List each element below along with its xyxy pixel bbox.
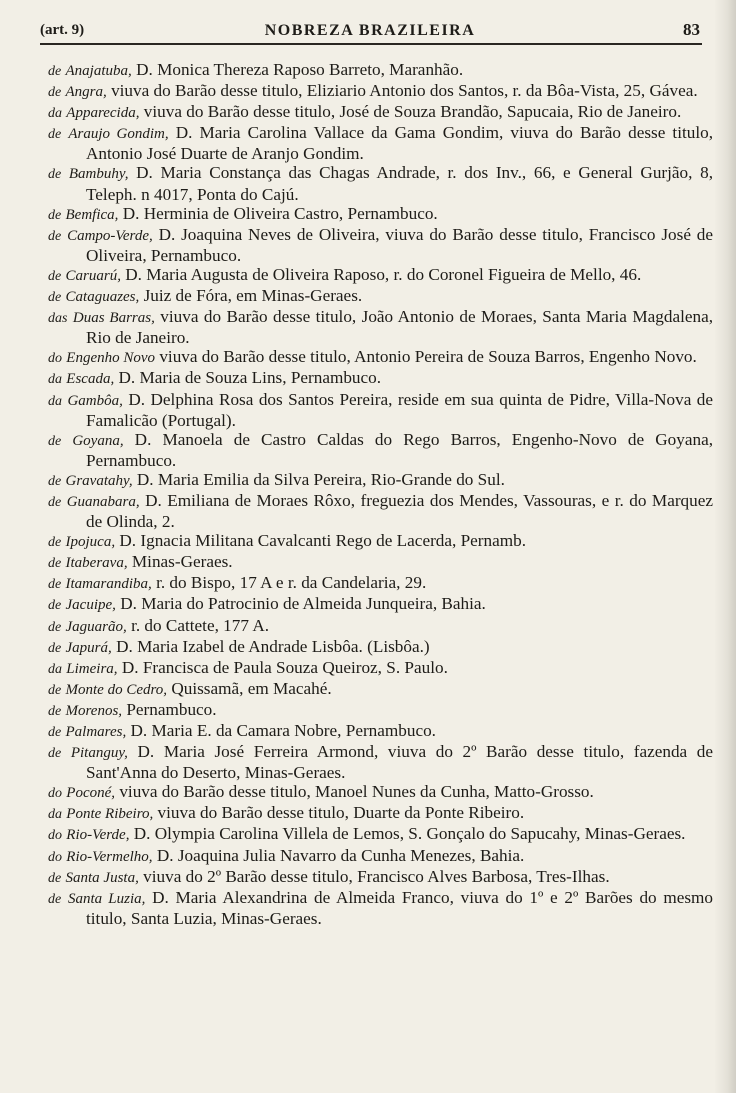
header-rule [40,43,702,45]
entry-preposition: da [48,661,62,677]
entry-text: D. Maria Constança das Chagas Andrade, r. dos Inv., 66, e General Gurjão, 8, Teleph. n 4017, Ponta do Cajú. [86,163,713,204]
entry-text: Minas-Geraes. [127,552,233,572]
entry-preposition: de [48,870,62,886]
list-item [48,616,713,637]
entry-title: Cataguazes, [65,289,140,306]
entry-title: Poconé, [66,785,116,802]
entry-list [48,60,713,928]
entry-text: Juiz de Fóra, em Minas-Geraes. [139,286,363,306]
entry-text: D. Monica Thereza Raposo Barreto, Maranhão. [131,60,464,79]
article-reference: (art. 9) [40,22,85,38]
list-item [48,491,713,531]
entry-text: viuva do Barão desse titulo, Manoel Nunes da Cunha, Matto-Grosso. [115,782,594,802]
entry-text: D. Maria Carolina Vallace da Gama Gondim, viuva do Barão desse titulo, Antonio José Duarte de Aranjo Gondim. [86,123,714,164]
entry-text: D. Herminia de Oliveira Castro, Pernambuco. [118,203,438,223]
book-title: NOBREZA BRAZILEIRA [264,22,476,39]
entry-text: viuva do Barão desse titulo, Duarte da Ponte Ribeiro. [153,803,525,823]
entry-title: Palmares, [65,724,127,740]
entry-preposition: de [48,598,62,614]
entry-preposition: de [48,703,62,719]
list-item [48,163,713,203]
entry-preposition: de [48,640,62,656]
entry-preposition: do [48,351,62,367]
entry-title: Anajatuba, [65,63,132,79]
entry-title: Engenho Novo [66,350,156,367]
entry-title: Monte do Cedro, [65,681,168,698]
entry-title: Angra, [65,84,107,101]
list-item [48,102,713,123]
entry-text: viuva do Barão desse titulo, José de Souza Brandão, Sapucaia, Rio de Janeiro. [139,102,682,122]
list-item [48,594,713,615]
entry-text: D. Maria José Ferreira Armond, viuva do 2º Barão desse titulo, fazenda de Sant'Anna do Deserto, Minas-Geraes. [86,742,713,783]
entry-text: D. Maria Izabel de Andrade Lisbôa. (Lisbôa.) [111,636,430,656]
list-item [48,265,713,286]
entry-preposition: de [48,290,62,306]
list-item [48,552,713,573]
list-item [48,60,713,81]
list-item [48,573,713,594]
entry-preposition: de [48,891,62,907]
entry-title: Rio-Vermelho, [66,848,153,865]
list-item [48,803,713,824]
list-item [48,390,713,430]
entry-preposition: de [48,746,62,762]
entry-text: D. Joaquina Julia Navarro da Cunha Menezes, Bahia. [152,845,525,865]
entry-title: Rio-Verde, [66,827,130,844]
entry-text: D. Ignacia Militana Cavalcanti Rego de Lacerda, Pernamb. [115,531,526,551]
entry-text: D. Delphina Rosa dos Santos Pereira, reside em sua quinta de Pidre, Villa-Nova de Famalicão (Portugal). [86,389,714,430]
entry-text: D. Maria Emilia da Silva Pereira, Rio-Grande do Sul. [132,469,505,489]
entry-preposition: do [48,849,62,865]
entry-title: Goyana, [72,432,124,449]
entry-text: Quissamã, em Macahé. [167,678,332,698]
list-item [48,368,713,389]
entry-title: Ipojuca, [65,534,116,551]
list-item [48,347,713,368]
entry-title: Itamarandiba, [65,576,152,593]
entry-text: D. Joaquina Neves de Oliveira, viuva do Barão desse titulo, Francisco José de Oliveira, Pernambuco. [86,224,714,265]
entry-title: Bemfica, [65,206,119,223]
entry-preposition: da [48,393,62,409]
list-item [48,888,713,928]
entry-text: viuva do Barão desse titulo, Antonio Pereira de Souza Barros, Engenho Novo. [155,347,697,367]
entry-text: D. Maria E. da Camara Nobre, Pernambuco. [126,721,436,740]
entry-preposition: de [48,556,62,572]
entry-title: Itaberava, [65,555,128,572]
entry-text: D. Emiliana de Moraes Rôxo, freguezia dos Mendes, Vassouras, e r. do Marquez de Olinda, 2. [86,490,714,532]
entry-text: viuva do Barão desse titulo, João Antonio de Moraes, Santa Maria Magdalena, Rio de Janeiro. [86,307,714,348]
list-item [48,867,713,888]
entry-preposition: de [48,494,62,510]
entry-title: Santa Luzia, [67,890,146,907]
list-item [48,204,713,225]
entry-preposition: das [48,311,68,327]
entry-text: viuva do Barão desse titulo, Eliziario Antonio dos Santos, r. da Bôa-Vista, 25, Gávea. [106,81,698,101]
list-item [48,742,713,782]
running-header [40,20,700,44]
list-item [48,81,713,102]
entry-text: Pernambuco. [122,699,217,719]
entry-title: Limeira, [66,660,118,677]
entry-preposition: de [48,127,62,143]
entry-text: D. Maria de Souza Lins, Pernambuco. [114,368,382,388]
entry-preposition: de [48,268,62,284]
list-item [48,846,713,867]
entry-title: Guanabara, [66,493,140,510]
entry-preposition: de [48,228,62,244]
list-item [48,721,713,742]
list-item [48,286,713,307]
entry-preposition: de [48,577,62,593]
entry-title: Gravatahy, [65,472,133,489]
entry-title: Campo-Verde, [67,227,153,244]
entry-text: D. Maria do Patrocinio de Almeida Junqueira, Bahia. [115,594,486,614]
list-item [48,679,713,700]
list-item [48,123,713,163]
entry-title: Duas Barras, [72,310,155,327]
entry-title: Ponte Ribeiro, [66,806,154,823]
entry-title: Escada, [66,371,115,388]
entry-preposition: de [48,682,62,698]
list-item [48,637,713,658]
page-number: 83 [683,20,700,39]
list-item [48,430,713,470]
entry-preposition: do [48,786,62,802]
list-item [48,782,713,803]
entry-preposition: de [48,725,62,740]
entry-title: Araujo Gondim, [68,126,169,143]
entry-preposition: de [48,167,62,183]
entry-text: D. Olympia Carolina Villela de Lemos, S. Gonçalo do Sapucahy, Minas-Geraes. [129,824,686,844]
entry-preposition: de [48,473,62,489]
list-item [48,700,713,721]
entry-text: r. do Bispo, 17 A e r. da Candelaria, 29. [151,573,427,593]
entry-title: Jaguarão, [65,618,127,635]
entry-title: Jacuipe, [65,597,116,614]
scan-edge-shadow [714,0,736,1093]
entry-preposition: do [48,828,62,844]
entry-title: Santa Justa, [65,869,139,886]
entry-text: D. Maria Alexandrina de Almeida Franco, viuva do 1º e 2º Barões do mesmo titulo, Santa Luzia, Minas-Geraes. [86,887,714,928]
entry-text: viuva do 2º Barão desse titulo, Francisco Alves Barbosa, Tres-Ilhas. [138,866,610,886]
list-item [48,470,713,491]
entry-title: Japurá, [65,639,112,656]
entry-preposition: de [48,64,62,79]
entry-text: D. Maria Augusta de Oliveira Raposo, r. do Coronel Figueira de Mello, 46. [120,264,642,284]
entry-preposition: de [48,207,62,223]
entry-preposition: da [48,807,62,823]
entry-title: Caruarú, [65,267,121,284]
entry-preposition: de [48,85,62,101]
list-item [48,531,713,552]
entry-preposition: de [48,433,62,449]
entry-preposition: de [48,619,62,635]
list-item [48,824,713,845]
entry-title: Gambôa, [67,392,123,409]
entry-text: D. Francisca de Paula Souza Queiroz, S. Paulo. [117,657,448,677]
entry-title: Bambuhy, [68,166,129,183]
list-item [48,307,713,347]
entry-preposition: de [48,535,62,551]
entry-title: Apparecida, [66,105,140,122]
list-item [48,658,713,679]
entry-title: Morenos, [65,702,123,719]
entry-title: Pitanguy, [70,745,128,762]
entry-preposition: da [48,372,62,388]
entry-preposition: da [48,106,62,122]
entry-text: D. Manoela de Castro Caldas do Rego Barros, Engenho-Novo de Goyana, Pernambuco. [86,429,713,470]
entry-text: r. do Cattete, 177 A. [126,615,270,635]
list-item [48,225,713,265]
